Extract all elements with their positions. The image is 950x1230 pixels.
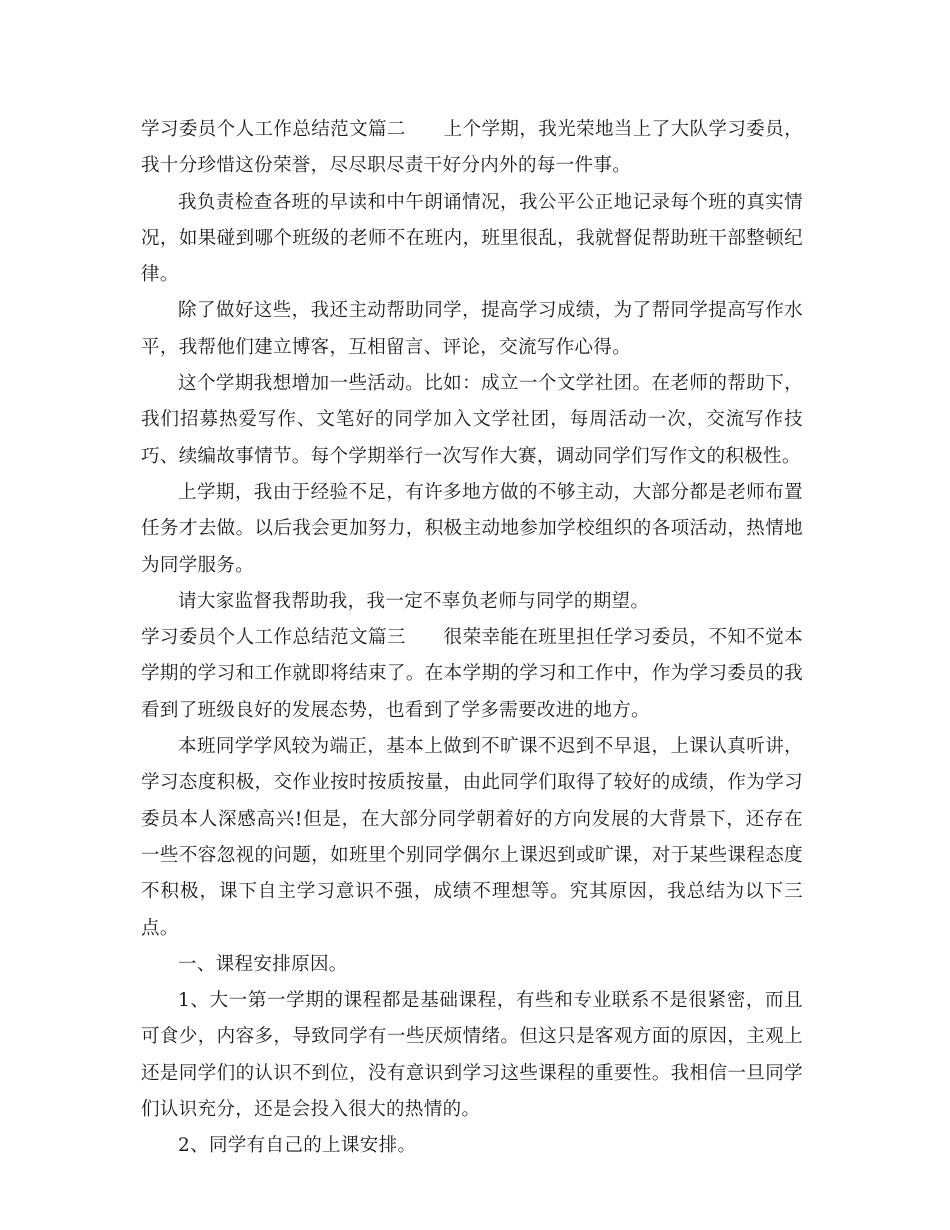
paragraph-9: 一、课程安排原因。 [178, 953, 348, 975]
paragraph-11: 2、同学有自己的上课安排。 [178, 1135, 417, 1157]
paragraph-4: 这个学期我想增加一些活动。比如：成立一个文学社团。在老师的帮助下，我们招募热爱写作、文笔好的同学加入文学社团，每周活动一次，交流写作技巧、续编故事情节。每个学期举行一次写作大赛，调动同学们写作文的积极性。 [141, 373, 803, 467]
paragraph-3: 除了做好这些，我还主动帮助同学，提高学习成绩，为了帮同学提高写作水平，我帮他们建立博客，互相留言、评论，交流写作心得。 [141, 300, 803, 358]
document-body [141, 112, 803, 1165]
paragraph-10: 1、大一第一学期的课程都是基础课程，有些和专业联系不是很紧密，而且可食少，内容多，导致同学有一些厌烦情绪。但这只是客观方面的原因，主观上还是同学们的认识不到位，没有意识到学习这些课程的重要性。我相信一旦同学们认识充分，还是会投入很大的热情的。 [141, 990, 803, 1121]
paragraph-7: 学习委员个人工作总结范文篇三 很荣幸能在班里担任学习委员，不知不觉本学期的学习和工作就即将结束了。在本学期的学习和工作中，作为学习委员的我看到了班级良好的发展态势，也看到了学多需要改进的地方。 [141, 627, 803, 721]
paragraph-2: 我负责检查各班的早读和中午朗诵情况，我公平公正地记录每个班的真实情况，如果碰到哪个班级的老师不在班内，班里很乱，我就督促帮助班干部整顿纪律。 [141, 191, 803, 286]
paragraph-1: 学习委员个人工作总结范文篇二 上个学期，我光荣地当上了大队学习委员，我十分珍惜这份荣誉，尽尽职尽责干好分内外的每一件事。 [141, 119, 803, 177]
paragraph-5: 上学期，我由于经验不足，有许多地方做的不够主动，大部分都是老师布置任务才去做。以后我会更加努力，积极主动地参加学校组织的各项活动，热情地为同学服务。 [141, 481, 803, 576]
paragraph-6: 请大家监督我帮助我，我一定不辜负老师与同学的期望。 [178, 590, 650, 612]
paragraph-8: 本班同学学风较为端正，基本上做到不旷课不迟到不早退，上课认真听讲，学习态度积极，交作业按时按质按量，由此同学们取得了较好的成绩，作为学习委员本人深感高兴!但是，在大部分同学朝着好的方向发展的大背景下，还存在一些不容忽视的问题，如班里个别同学偶尔上课迟到或旷课，对于某些课程态度不积极，课下自主学习意识不强，成绩不理想等。究其原因，我总结为以下三点。 [141, 736, 803, 939]
